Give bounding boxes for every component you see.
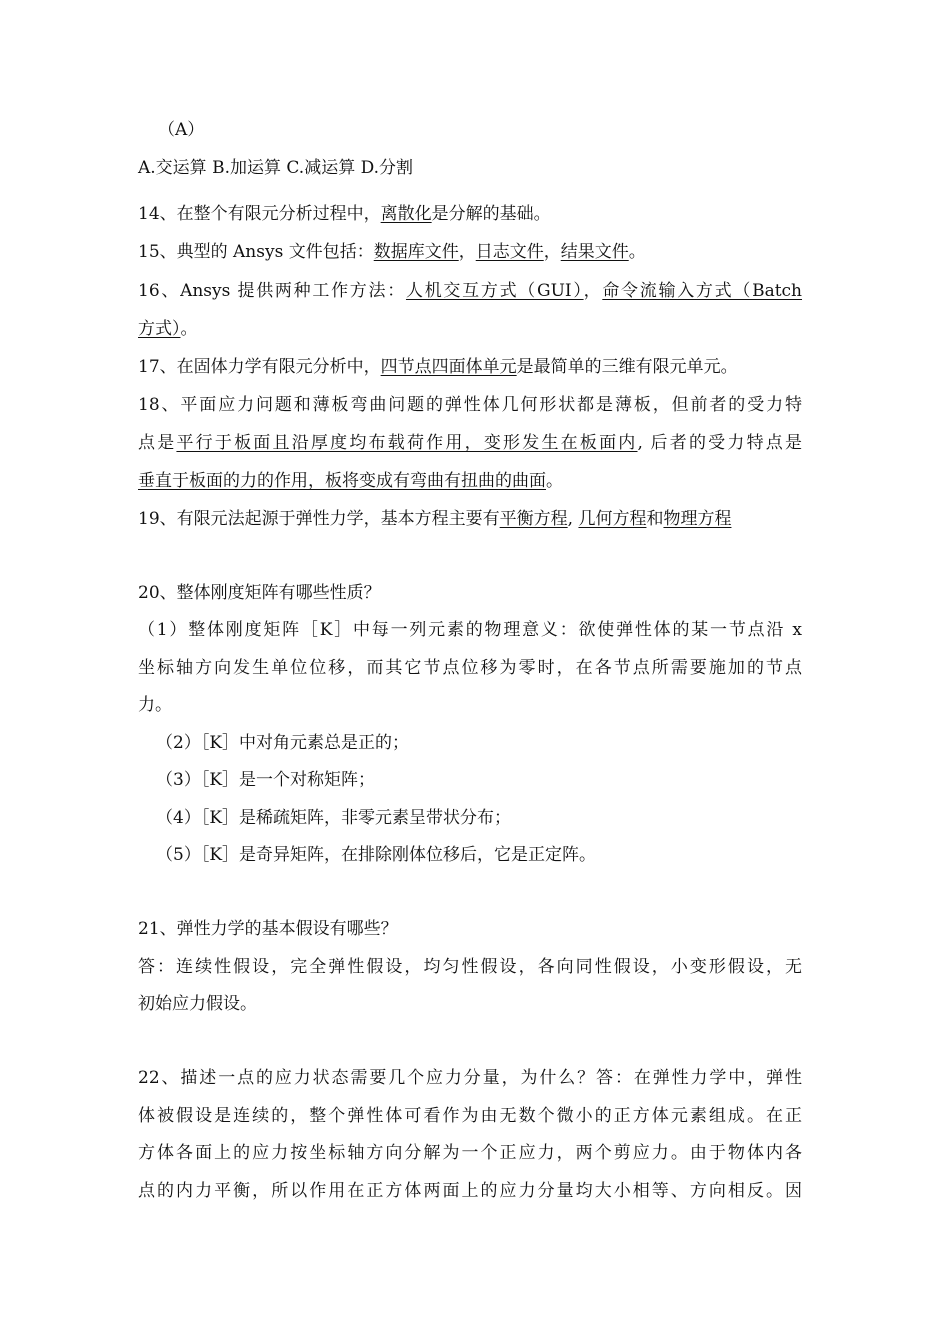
q14: 14、在整个有限元分析过程中，离散化是分解的基础。	[138, 204, 551, 224]
q15-answer-1: 数据库文件	[373, 242, 459, 262]
q20-item1-line-2: 坐标轴方向发生单位位移，而其它节点位移为零时，在各节点所需要施加的节点	[138, 658, 802, 678]
q18-line-1: 18、平面应力问题和薄板弯曲问题的弹性体几何形状都是薄板，但前者的受力特	[138, 395, 802, 415]
q16-line-2: 方式）。	[138, 319, 198, 339]
q20-item3: （3）［K］是一个对称矩阵；	[156, 770, 376, 790]
choices-text: A.交运算 B.加运算 C.减运算 D.分割	[138, 158, 414, 178]
q22-line-1: 22、描述一点的应力状态需要几个应力分量，为什么？答：在弹性力学中，弹性	[138, 1068, 802, 1088]
q20-item2: （2）［K］中对角元素总是正的；	[156, 733, 410, 753]
q16-line-1: 16、Ansys 提供两种工作方法：人机交互方式（GUI），命令流输入方式（Batch	[138, 281, 803, 301]
q16-answer-1: 人机交互方式（GUI）	[405, 281, 584, 301]
q20-item1-line-1: （1）整体刚度矩阵［K］中每一列元素的物理意义：欲使弹性体的某一节点沿 x	[138, 620, 802, 640]
q19-answer-1: 平衡方程	[499, 509, 568, 529]
q20-title: 20、整体刚度矩阵有哪些性质？	[138, 583, 381, 603]
q16-answer-2: 命令流输入方式（Batch	[602, 281, 803, 301]
choices-line	[138, 156, 413, 180]
q21-answer-line-1: 答：连续性假设，完全弹性假设，均匀性假设，各向同性假设，小变形假设，无	[138, 957, 802, 977]
q20-item4: （4）［K］是稀疏矩阵，非零元素呈带状分布；	[156, 808, 512, 828]
q19-answer-2: 几何方程	[578, 509, 647, 529]
q22-line-2: 体被假设是连续的，整个弹性体可看作为由无数个微小的正方体元素组成。在正	[138, 1106, 802, 1126]
q18-line-2: 点是平行于板面且沿厚度均布载荷作用，变形发生在板面内, 后者的受力特点是	[138, 433, 803, 453]
q14-answer: 离散化	[380, 204, 432, 224]
q21-answer-line-2: 初始应力假设。	[138, 994, 257, 1014]
q20-item1-line-3: 力。	[138, 695, 172, 715]
q20-item5: （5）［K］是奇异矩阵，在排除刚体位移后，它是正定阵。	[156, 845, 597, 865]
q18-answer-1: 平行于板面且沿厚度均布载荷作用，变形发生在板面内	[176, 433, 638, 453]
q18-answer-2: 垂直于板面的力的作用，板将变成有弯曲有扭曲的曲面	[138, 471, 546, 491]
q15-answer-3: 结果文件	[560, 242, 629, 262]
q21-title: 21、弹性力学的基本假设有哪些？	[138, 919, 398, 939]
answer-text: （A）	[158, 120, 205, 140]
q16-answer-2-cont: 方式）	[138, 319, 181, 339]
q19: 19、有限元法起源于弹性力学，基本方程主要有平衡方程, 几何方程和物理方程	[138, 509, 732, 529]
q15: 15、典型的 Ansys 文件包括：数据库文件，日志文件，结果文件。	[138, 242, 646, 262]
q18-line-3: 垂直于板面的力的作用，板将变成有弯曲有扭曲的曲面。	[138, 471, 563, 491]
q22-line-3: 方体各面上的应力按坐标轴方向分解为一个正应力，两个剪应力。由于物体内各	[138, 1143, 802, 1163]
q22-line-4: 点的内力平衡，所以作用在正方体两面上的应力分量均大小相等、方向相反。因	[138, 1181, 802, 1201]
q17-answer: 四节点四面体单元	[380, 357, 517, 377]
q15-answer-2: 日志文件	[475, 242, 544, 262]
answer-line	[158, 118, 204, 142]
q17: 17、在固体力学有限元分析中，四节点四面体单元是最简单的三维有限元单元。	[138, 357, 738, 377]
q19-answer-3: 物理方程	[663, 509, 732, 529]
